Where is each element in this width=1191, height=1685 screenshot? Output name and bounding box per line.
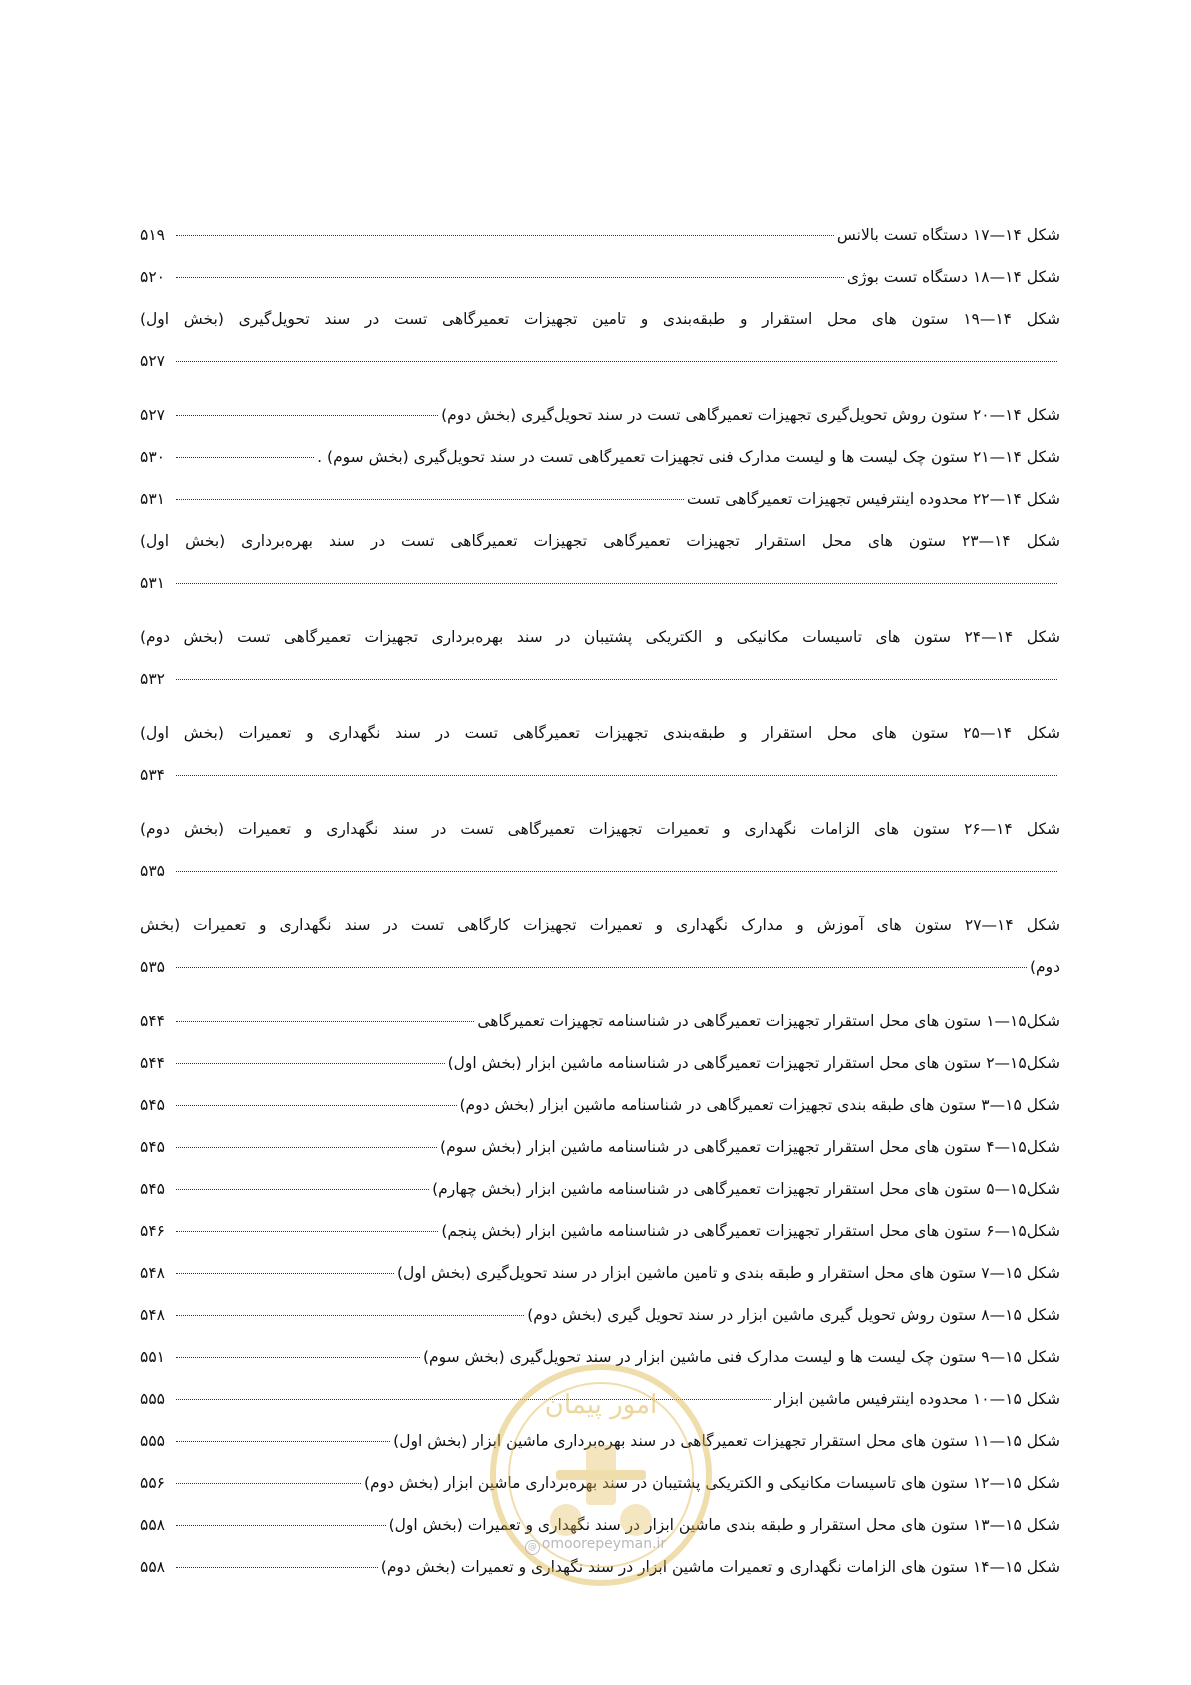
toc-entry[interactable] bbox=[140, 214, 1060, 256]
toc-entry-line bbox=[140, 256, 1060, 298]
toc-entry-title: شکل ۱۴—۲۷ ستون های آموزش و مدارک نگهداری و تعمیرات تجهیزات کارگاهی تست در سند نگهداری و تعمیرات (بخش bbox=[140, 916, 1061, 934]
toc-entry-title: شکل ۱۴—۲۳ ستون های محل استقرار تجهیزات تعمیرگاهی تجهیزات تعمیرگاهی تست در سند بهره‌برداری (بخش اول) bbox=[140, 532, 1061, 550]
dot-leader bbox=[176, 1566, 378, 1568]
toc-entry[interactable] bbox=[140, 298, 1060, 394]
toc-entry-line bbox=[140, 562, 1060, 604]
toc-entry-title: شکل ۱۴—۲۰ ستون روش تحویل‌گیری تجهیزات تعمیرگاهی تست در سند تحویل‌گیری (بخش دوم) bbox=[441, 406, 1060, 424]
toc-entry-line bbox=[140, 340, 1060, 382]
at-icon: @ bbox=[525, 1540, 540, 1555]
toc-entry-line bbox=[140, 214, 1060, 256]
toc-entry-line bbox=[140, 1294, 1060, 1336]
toc-page-number: ۵۴۵ bbox=[140, 1138, 165, 1156]
toc-page-number: ۵۱۹ bbox=[140, 226, 165, 244]
entry-spacer bbox=[140, 796, 1060, 808]
toc-page-number: ۵۴۵ bbox=[140, 1096, 165, 1114]
dot-leader bbox=[176, 498, 684, 500]
toc-entry-line bbox=[140, 1000, 1060, 1042]
toc-page-number: ۵۵۶ bbox=[140, 1474, 165, 1492]
dot-leader bbox=[176, 414, 438, 416]
dot-leader bbox=[176, 1314, 524, 1316]
toc-page-number: ۵۴۶ bbox=[140, 1222, 165, 1240]
toc-page-number: ۵۵۵ bbox=[140, 1432, 165, 1450]
toc-entry-title: شکل ۱۴—۲۵ ستون های محل استقرار و طبقه‌بندی تجهیزات تعمیرگاهی تست در سند نگهداری و تعمیرات (بخش اول) bbox=[140, 724, 1061, 742]
toc-entry-line bbox=[140, 394, 1060, 436]
dot-leader bbox=[176, 1188, 429, 1190]
toc-entry-title: شکل ۱۴—۱۹ ستون های محل استقرار و طبقه‌بندی و تامین تجهیزات تعمیرگاهی تست در سند تحویل‌گیری (بخش اول) bbox=[140, 310, 1060, 328]
toc-page-number: ۵۳۵ bbox=[140, 862, 165, 880]
dot-leader bbox=[176, 966, 1027, 968]
dot-leader bbox=[176, 1230, 438, 1232]
dot-leader bbox=[176, 678, 1057, 680]
dot-leader bbox=[176, 1440, 390, 1442]
toc-entry-title: شکل ۱۵—۱۱ ستون های محل استقرار تجهیزات تعمیرگاهی در سند بهره‌برداری ماشین ابزار (بخش اول) bbox=[393, 1432, 1060, 1450]
toc-entry-title: شکل ۱۵—۷ ستون های محل استقرار و طبقه بندی و تامین ماشین ابزار در سند تحویل‌گیری (بخش اول) bbox=[396, 1264, 1060, 1282]
toc-entry[interactable] bbox=[140, 616, 1060, 712]
toc-entry-title: شکل ۱۵—۹ ستون چک لیست ها و لیست مدارک فنی ماشین ابزار در سند تحویل‌گیری (بخش سوم) bbox=[422, 1348, 1060, 1366]
entry-spacer bbox=[140, 700, 1060, 712]
toc-entry-title-continued: دوم) bbox=[1029, 958, 1060, 976]
watermark-url: omoorepeyman.ir bbox=[541, 1536, 667, 1552]
dot-leader bbox=[176, 234, 834, 236]
toc-page-number: ۵۵۱ bbox=[140, 1348, 165, 1366]
toc-page-number: ۵۲۷ bbox=[140, 406, 165, 424]
toc-page-number: ۵۳۰ bbox=[140, 448, 165, 466]
toc-entry-title: شکل۱۵—۲ ستون های محل استقرار تجهیزات تعمیرگاهی در شناسنامه ماشین ابزار (بخش اول) bbox=[447, 1054, 1060, 1072]
dot-leader bbox=[176, 1356, 420, 1358]
toc-page-number: ۵۲۷ bbox=[140, 352, 165, 370]
toc-page-number: ۵۵۸ bbox=[140, 1516, 165, 1534]
dot-leader bbox=[176, 1524, 386, 1526]
dot-leader bbox=[176, 774, 1057, 776]
toc-entry-line bbox=[140, 1084, 1060, 1126]
toc-entry-line bbox=[140, 850, 1060, 892]
toc-entry-line bbox=[140, 1252, 1060, 1294]
toc-entry-title: شکل۱۵—۶ ستون های محل استقرار تجهیزات تعمیرگاهی در شناسنامه ماشین ابزار (بخش پنجم) bbox=[441, 1222, 1060, 1240]
toc-page-number: ۵۵۵ bbox=[140, 1390, 165, 1408]
toc-entry-title: شکل ۱۴—۲۲ محدوده اینترفیس تجهیزات تعمیرگاهی تست bbox=[686, 490, 1060, 508]
toc-entry-title: شکل ۱۴—۲۴ ستون های تاسیسات مکانیکی و الکتریکی پشتیبان در سند بهره‌برداری تجهیزات تعمیرگاهی تست (بخش دوم) bbox=[140, 628, 1061, 646]
toc-page-number: ۵۳۱ bbox=[140, 490, 165, 508]
toc-entry[interactable] bbox=[140, 1210, 1060, 1252]
toc-entry-title: شکل ۱۵—۸ ستون روش تحویل گیری ماشین ابزار در سند تحویل گیری (بخش دوم) bbox=[527, 1306, 1060, 1324]
entry-spacer bbox=[140, 892, 1060, 904]
toc-entry-line bbox=[140, 478, 1060, 520]
toc-entry-title: شکل ۱۴—۲۱ ستون چک لیست ها و لیست مدارک فنی تجهیزات تعمیرگاهی تست در سند تحویل‌گیری (بخش سوم) . bbox=[317, 448, 1060, 466]
toc-entry[interactable] bbox=[140, 1000, 1060, 1042]
toc-page-number: ۵۳۵ bbox=[140, 958, 165, 976]
toc-entry[interactable] bbox=[140, 1084, 1060, 1126]
toc-entry[interactable] bbox=[140, 1042, 1060, 1084]
toc-entry-line bbox=[140, 1168, 1060, 1210]
toc-entry-title: شکل ۱۴—۲۶ ستون های الزامات نگهداری و تعمیرات تجهیزات تعمیرگاهی تست در سند نگهداری و تعمیرات (بخش دوم) bbox=[140, 820, 1060, 838]
toc-entry-line bbox=[140, 754, 1060, 796]
table-of-figures bbox=[140, 214, 1060, 1588]
toc-page-number: ۵۴۸ bbox=[140, 1264, 165, 1282]
toc-entry[interactable] bbox=[140, 904, 1060, 1000]
toc-entry-line bbox=[140, 946, 1060, 988]
toc-entry[interactable] bbox=[140, 1168, 1060, 1210]
dot-leader bbox=[176, 456, 314, 458]
toc-entry-line bbox=[140, 436, 1060, 478]
entry-spacer bbox=[140, 988, 1060, 1000]
toc-page-number: ۵۲۰ bbox=[140, 268, 165, 286]
toc-page-number: ۵۴۴ bbox=[140, 1054, 165, 1072]
toc-page-number: ۵۴۵ bbox=[140, 1180, 165, 1198]
toc-entry[interactable] bbox=[140, 1294, 1060, 1336]
entry-spacer bbox=[140, 382, 1060, 394]
toc-entry-title: شکل ۱۵—۱۲ ستون های تاسیسات مکانیکی و الکتریکی پشتیبان در سند بهره‌برداری ماشین ابزار (بخش دوم) bbox=[364, 1474, 1060, 1492]
toc-entry[interactable] bbox=[140, 1420, 1060, 1462]
dot-leader bbox=[176, 276, 844, 278]
toc-entry[interactable] bbox=[140, 1252, 1060, 1294]
toc-entry[interactable] bbox=[140, 712, 1060, 808]
toc-entry[interactable] bbox=[140, 1126, 1060, 1168]
toc-entry-line bbox=[140, 1042, 1060, 1084]
toc-entry-line bbox=[140, 1126, 1060, 1168]
toc-entry-title: شکل ۱۴—۱۷ دستگاه تست بالانس bbox=[836, 226, 1060, 244]
toc-entry-title: شکل۱۵—۴ ستون های محل استقرار تجهیزات تعمیرگاهی در شناسنامه ماشین ابزار (بخش سوم) bbox=[440, 1138, 1060, 1156]
toc-page-number: ۵۳۴ bbox=[140, 766, 165, 784]
toc-page-number: ۵۳۱ bbox=[140, 574, 165, 592]
toc-entry-title: شکل ۱۵—۳ ستون های طبقه بندی تجهیزات تعمیرگاهی در شناسنامه ماشین ابزار (بخش دوم) bbox=[459, 1096, 1060, 1114]
dot-leader bbox=[176, 1482, 361, 1484]
toc-entry-line bbox=[140, 1462, 1060, 1504]
dot-leader bbox=[176, 1272, 394, 1274]
dot-leader bbox=[176, 1104, 457, 1106]
toc-entry-line bbox=[140, 1420, 1060, 1462]
toc-page-number: ۵۴۴ bbox=[140, 1012, 165, 1030]
toc-entry-title: شکل۱۵—۱ ستون های محل استقرار تجهیزات تعمیرگاهی در شناسنامه تجهیزات تعمیرگاهی bbox=[477, 1012, 1060, 1030]
toc-page-number: ۵۵۸ bbox=[140, 1558, 165, 1576]
toc-page-number: ۵۴۸ bbox=[140, 1306, 165, 1324]
toc-entry-title: شکل ۱۵—۱۳ ستون های محل استقرار و طبقه بندی ماشین ابزار در سند نگهداری و تعمیرات (بخش اول) bbox=[388, 1516, 1060, 1534]
toc-entry-title: شکل ۱۵—۱۴ ستون های الزامات نگهداری و تعمیرات ماشین ابزار در سند نگهداری و تعمیرات (بخش دوم) bbox=[380, 1558, 1060, 1576]
toc-entry[interactable] bbox=[140, 1336, 1060, 1378]
dot-leader bbox=[176, 1062, 445, 1064]
toc-entry-line bbox=[140, 1210, 1060, 1252]
dot-leader bbox=[176, 1146, 437, 1148]
toc-entry[interactable] bbox=[140, 1462, 1060, 1504]
watermark-footer bbox=[0, 1536, 1191, 1555]
toc-page-number: ۵۳۲ bbox=[140, 670, 165, 688]
toc-entry[interactable] bbox=[140, 520, 1060, 616]
toc-entry-line bbox=[140, 658, 1060, 700]
toc-entry-line bbox=[140, 1336, 1060, 1378]
watermark-seal-text: امور پیمان bbox=[544, 1390, 658, 1420]
toc-entry-title: شکل ۱۵—۱۰ محدوده اینترفیس ماشین ابزار bbox=[774, 1390, 1060, 1408]
dot-leader bbox=[176, 582, 1057, 584]
toc-entry-title: شکل ۱۴—۱۸ دستگاه تست بوژی bbox=[846, 268, 1060, 286]
toc-entry[interactable] bbox=[140, 256, 1060, 298]
toc-entry[interactable] bbox=[140, 436, 1060, 478]
dot-leader bbox=[176, 360, 1057, 362]
dot-leader bbox=[176, 870, 1057, 872]
toc-entry[interactable] bbox=[140, 808, 1060, 904]
toc-entry-title: شکل۱۵—۵ ستون های محل استقرار تجهیزات تعمیرگاهی در شناسنامه ماشین ابزار (بخش چهارم) bbox=[432, 1180, 1060, 1198]
dot-leader bbox=[176, 1020, 474, 1022]
toc-entry[interactable] bbox=[140, 394, 1060, 436]
entry-spacer bbox=[140, 604, 1060, 616]
toc-entry[interactable] bbox=[140, 478, 1060, 520]
